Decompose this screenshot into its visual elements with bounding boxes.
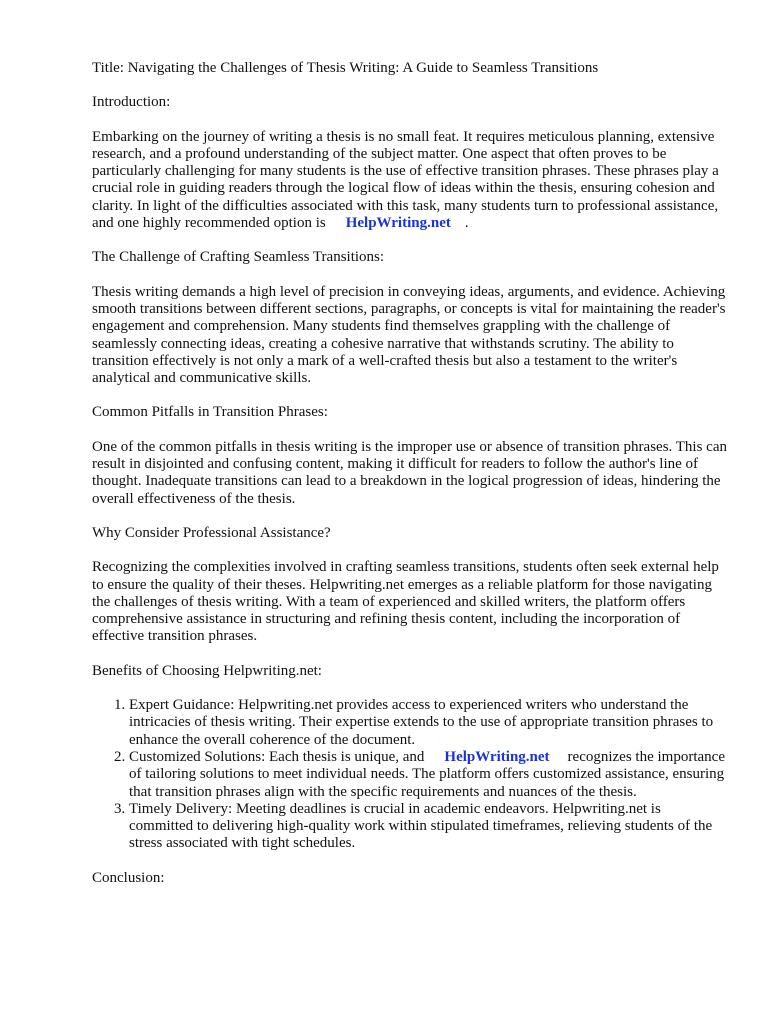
helpwriting-link-intro[interactable]: HelpWriting.net (345, 215, 451, 232)
challenge-heading: The Challenge of Crafting Seamless Transitions: (92, 249, 385, 266)
intro-paragraph (92, 129, 728, 233)
document-page (92, 60, 728, 904)
intro-text: Embarking on the journey of writing a thesis is no small feat. It requires meticulous planning, extensive research, and a profound understanding of the subject matter. One aspect that often proves to be particularly challenging for many students is the use of effective transition phrases. These phrases play a crucial role in guiding readers through the logical flow of ideas within the thesis, ensuring cohesion and clarity. In light of the difficulties associated with this task, many students turn to professional assistance, and one highly recommended option is (92, 128, 719, 232)
benefit-2-end: recognizes the importance of tailoring solutions to meet individual needs. The platform offers customized assistance, ensuring that transition phrases align with the specific requirements and nuances of the thesis. (129, 748, 725, 800)
intro-heading: Introduction: (92, 94, 171, 111)
pitfalls-paragraph: One of the common pitfalls in thesis writing is the improper use or absence of transition phrases. This can result in disjointed and confusing content, making it difficult for readers to follow the author's line of thought. Inadequate transitions can lead to a breakdown in the logical progression of ideas, hindering the overall effectiveness of the thesis. (92, 438, 728, 507)
helpwriting-link-benefits[interactable]: HelpWriting.net (444, 748, 550, 765)
intro-end: . (464, 215, 469, 232)
list-item: 3. Timely Delivery: Meeting deadlines is crucial in academic endeavors. Helpwriting.net is committed to delivering high-quality work within stipulated timeframes, relieving students of the stress associated with tight schedules. (129, 801, 728, 853)
pitfalls-heading: Common Pitfalls in Transition Phrases: (92, 404, 328, 421)
list-item: 1. Expert Guidance: Helpwriting.net provides access to experienced writers who understand the intricacies of thesis writing. Their expertise extends to the use of appropriate transition phrases to enhance the overall coherence of the document. (129, 697, 728, 749)
conclusion-heading: Conclusion: (92, 869, 165, 886)
list-item (129, 749, 728, 801)
document-title: Title: Navigating the Challenges of Thesis Writing: A Guide to Seamless Transitions (92, 60, 599, 76)
why-paragraph: Recognizing the complexities involved in crafting seamless transitions, students often seek external help to ensure the quality of their theses. Helpwriting.net emerges as a reliable platform for those navigating the challenges of thesis writing. With a team of experienced and skilled writers, the platform offers comprehensive assistance in structuring and refining thesis content, including the incorporation of effective transition phrases. (92, 559, 719, 645)
benefits-list (92, 697, 728, 853)
why-heading: Why Consider Professional Assistance? (92, 524, 331, 541)
challenge-paragraph: Thesis writing demands a high level of precision in conveying ideas, arguments, and evidence. Achieving smooth transitions between different sections, paragraphs, or concepts is vital for maintaining the reader's engagement and comprehension. Many students find themselves grappling with the challenge of seamlessly connecting ideas, creating a cohesive narrative that withstands scrutiny. The ability to transition effectively is not only a mark of a well-crafted thesis but also a testament to the writer's analytical and communicative skills. (92, 283, 726, 387)
benefit-2-start: Customized Solutions: Each thesis is unique, and (129, 748, 425, 765)
benefits-heading: Benefits of Choosing Helpwriting.net: (92, 662, 322, 679)
